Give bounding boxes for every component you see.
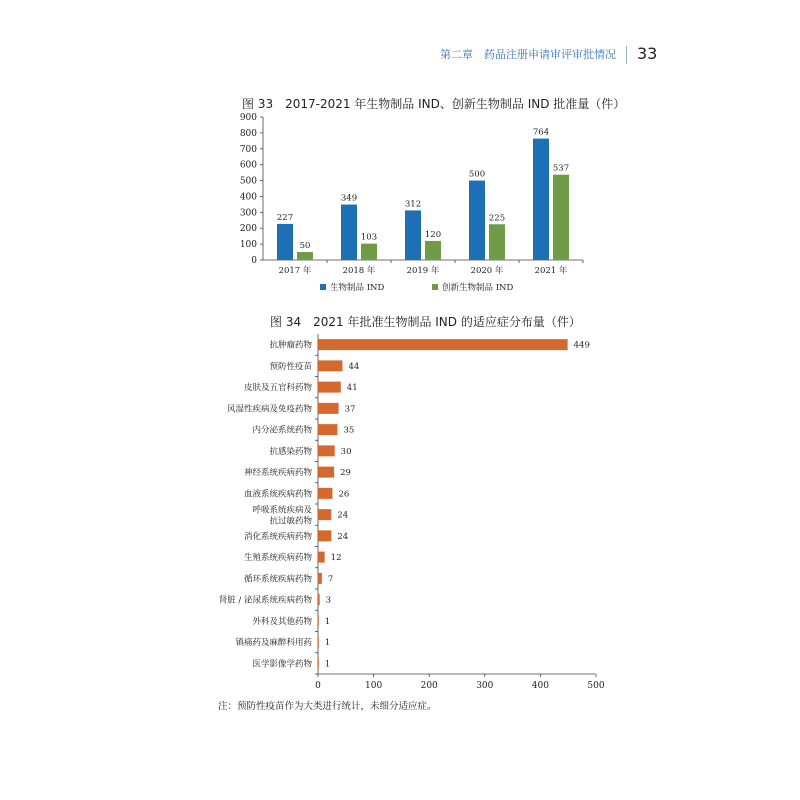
chart1-x-tick-label: 2021 年: [534, 266, 568, 276]
chart1-bar-innovative-bio-ind: [553, 175, 569, 260]
chart1-data-label: 50: [299, 241, 311, 252]
chart1-data-label: 349: [340, 193, 358, 204]
chart2-data-label: 7: [327, 574, 334, 585]
chart1-data-label: 537: [552, 163, 570, 174]
chart1-bar-bio-ind: [533, 139, 549, 260]
chart1-title: 图 33 2017-2021 年生物制品 IND、创新生物制品 IND 批准量（件）: [242, 97, 626, 111]
chart2-data-label: 24: [337, 531, 349, 542]
chart2-category-label: 镇痛药及麻醉科用药: [235, 638, 312, 649]
chart1-y-tick-label: 100: [239, 240, 257, 251]
chart1-legend-swatch: [320, 284, 326, 290]
chart2-bar: [318, 488, 332, 499]
chart2-data-label: 1: [324, 616, 331, 627]
chart2-x-tick-label: 400: [531, 681, 549, 691]
chart2-x-tick-label: 100: [365, 681, 383, 691]
chart2-bar: [318, 594, 320, 605]
chart1-legend-swatch: [432, 284, 438, 290]
chart2-data-label: 35: [343, 425, 355, 436]
chart2-x-tick-label: 500: [587, 681, 605, 691]
chart2-category-label: 循环系统疾病药物: [243, 574, 312, 585]
chapter-header: 第二章 药品注册申请审评审批情况: [440, 48, 616, 61]
chart1-y-tick-label: 200: [239, 224, 257, 235]
chart2-data-label: 449: [573, 340, 590, 351]
chart1-data-label: 500: [468, 169, 486, 180]
chart2-category-label: 风湿性疾病及免疫药物: [226, 404, 312, 415]
chart1-x-tick-label: 2020 年: [470, 266, 504, 276]
chart2-x-tick-label: 0: [315, 681, 321, 691]
chart2-data-label: 1: [324, 659, 331, 670]
chart1-bar-bio-ind: [277, 224, 293, 260]
page-number: 33: [637, 44, 658, 63]
chart1-x-tick-label: 2018 年: [342, 266, 376, 276]
chart2-data-label: 26: [338, 489, 350, 500]
chart1-y-tick-label: 0: [251, 256, 257, 266]
chart1-data-label: 225: [488, 213, 506, 224]
chart2-bar: [318, 552, 325, 563]
chart1-x-tick-label: 2017 年: [278, 266, 312, 276]
chart1-bar-innovative-bio-ind: [425, 241, 441, 260]
chart2-bar: [318, 424, 337, 435]
chart2-bar: [318, 467, 334, 478]
chart1-y-tick-label: 500: [239, 176, 257, 187]
chart2-bar: [318, 382, 341, 393]
chart1-y-tick-label: 800: [239, 128, 257, 139]
chart1-data-label: 120: [424, 229, 442, 240]
chart2-data-label: 12: [330, 553, 342, 564]
chart2-category-label: 生殖系统疾病药物: [243, 553, 312, 564]
chart2-bar: [318, 509, 331, 520]
chart2-title: 图 34 2021 年批准生物制品 IND 的适应症分布量（件）: [270, 315, 581, 329]
chart2-category-label: 内分泌系统药物: [252, 425, 312, 436]
chart1-y-tick-label: 400: [239, 192, 257, 203]
chart2-bar: [318, 360, 342, 371]
chart2-bar: [318, 658, 319, 669]
chart2-data-label: 3: [325, 595, 332, 606]
chart2-data-label: 30: [340, 446, 352, 457]
chart1-x-tick-label: 2019 年: [406, 266, 440, 276]
chart1-bar-innovative-bio-ind: [489, 224, 505, 260]
chart1-data-label: 227: [276, 212, 294, 223]
chart1-bar-bio-ind: [405, 210, 421, 260]
chart2-bar: [318, 403, 339, 414]
chart2-data-label: 24: [337, 510, 349, 521]
chart1-bar-innovative-bio-ind: [361, 244, 377, 260]
chart1-bar-bio-ind: [341, 205, 357, 260]
chart2-category-label: 抗肿瘤药物: [269, 340, 312, 351]
chart2-data-label: 29: [340, 468, 351, 479]
chart2-category-label: 预防性疫苗: [269, 361, 312, 372]
chart2-x-tick-label: 300: [476, 681, 494, 691]
chart1-legend-label: 创新生物制品 IND: [442, 283, 514, 293]
chart2-category-label: 肾脏 / 泌尿系统疾病药物: [218, 595, 312, 606]
chart2-category-label: 抗过敏药物: [269, 516, 312, 527]
chart2-bar: [318, 573, 322, 584]
chart2-category-label: 外科及其他药物: [252, 616, 312, 627]
chart2-category-label: 血液系统疾病药物: [243, 489, 312, 500]
chart1-data-label: 103: [360, 232, 378, 243]
chart2-category-label: 神经系统疾病药物: [243, 468, 312, 479]
chart2-bar: [318, 339, 568, 350]
chart2-data-label: 41: [346, 383, 358, 394]
chart1-bar-innovative-bio-ind: [297, 252, 313, 260]
footnote: 注：预防性疫苗作为大类进行统计，未细分适应症。: [218, 701, 437, 712]
chart2-category-label: 消化系统疾病药物: [243, 531, 312, 542]
chart1-y-tick-label: 300: [239, 208, 257, 219]
chart2-x-tick-label: 200: [420, 681, 438, 691]
chart1-y-tick-label: 700: [239, 144, 257, 155]
chart1-bar-bio-ind: [469, 181, 485, 260]
chart2-data-label: 37: [344, 404, 356, 415]
chart2-category-label: 呼吸系统疾病及: [252, 505, 312, 516]
chart1-y-tick-label: 600: [239, 160, 257, 171]
chart2-bar: [318, 530, 331, 541]
chart1-data-label: 764: [532, 127, 550, 138]
chart2-data-label: 44: [348, 361, 360, 372]
chart2-category-label: 抗感染药物: [269, 446, 312, 457]
chart1-y-tick-label: 900: [239, 113, 257, 123]
chart2-bar: [318, 615, 319, 626]
chart1-data-label: 312: [404, 199, 422, 210]
chart2-category-label: 皮肤及五官科药物: [243, 383, 312, 394]
chart2-category-label: 医学影像学药物: [252, 659, 312, 670]
chart2-data-label: 1: [324, 638, 331, 649]
chart1-legend-label: 生物制品 IND: [330, 283, 385, 293]
chart2-bar: [318, 637, 319, 648]
chart2-bar: [318, 445, 335, 456]
